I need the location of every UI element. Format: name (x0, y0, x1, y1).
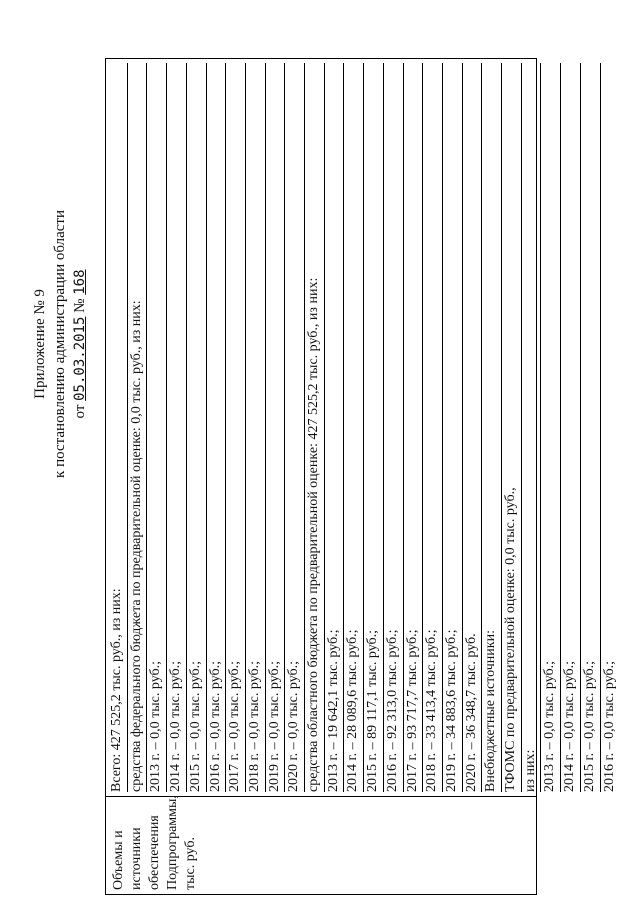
appendix-number: 168 (72, 269, 88, 295)
number-prefix: № (72, 298, 88, 313)
left-header-line: источники (129, 827, 144, 890)
left-header-line: обеспечения (147, 815, 162, 890)
funding-row: 2016 г. – 0,0 тыс. руб.; (207, 63, 227, 792)
left-header-line: Объемы и (111, 830, 126, 890)
funding-row: 2013 г. – 0,0 тыс. руб.; (541, 63, 561, 792)
funding-row: 2017 г. – 0,0 тыс. руб.; (226, 63, 246, 792)
funding-row: 2017 г. – 93 717,7 тыс. руб.; (404, 63, 424, 792)
left-header-line: Подпрограммы, (165, 795, 180, 890)
funding-row: 2013 г. – 19 642,1 тыс. руб.; (325, 63, 345, 792)
funding-table (105, 58, 617, 895)
appendix-date: 05.03.2015 (72, 316, 88, 401)
appendix-title: Приложение № 9 (32, 289, 48, 399)
funding-row: 2020 г. – 0,0 тыс. руб.; (285, 63, 305, 792)
funding-row: 2015 г. – 0,0 тыс. руб.; (187, 63, 207, 792)
funding-row: из них: (522, 63, 542, 792)
funding-details-cell (106, 59, 617, 796)
funding-row: Всего: 427 525,2 тыс. руб., из них: (108, 63, 128, 792)
funding-row: 2019 г. – 34 883,6 тыс. руб.; (443, 63, 463, 792)
funding-row: 2019 г. – 0,0 тыс. руб.; (266, 63, 286, 792)
funding-row: средства областного бюджета по предварительной оценке: 427 525,2 тыс. руб., из них: (305, 63, 325, 792)
funding-row: 2015 г. – 89 117,1 тыс. руб.; (364, 63, 384, 792)
funding-row: 2014 г. – 0,0 тыс. руб.; (561, 63, 581, 792)
funding-row: средства федерального бюджета по предварительной оценке: 0,0 тыс. руб., из них: (128, 63, 148, 792)
funding-row: 2016 г. – 92 313,0 тыс. руб.; (384, 63, 404, 792)
funding-row: 2018 г. – 33 413,4 тыс. руб.; (423, 63, 443, 792)
funding-row: 2013 г. – 0,0 тыс. руб.; (147, 63, 167, 792)
left-header-line: тыс. руб. (183, 837, 198, 890)
funding-row: 2014 г. – 28 089,6 тыс. руб.; (344, 63, 364, 792)
appendix-date-line (70, 210, 90, 478)
appendix-subtitle: к постановлению администрации области (52, 210, 68, 478)
date-prefix: от (72, 404, 88, 419)
funding-row: ТФОМС по предварительной оценке: 0,0 тыс. руб., (502, 63, 522, 792)
funding-row: 2020 г. – 36 348,7 тыс. руб. (463, 63, 483, 792)
funding-row: 2018 г. – 0,0 тыс. руб.; (246, 63, 266, 792)
funding-row: 2014 г. – 0,0 тыс. руб.; (167, 63, 187, 792)
appendix-header (30, 210, 90, 478)
funding-row: 2016 г. – 0,0 тыс. руб.; (601, 660, 617, 792)
funding-row: Внебюджетные источники: (482, 63, 502, 792)
left-header-cell (106, 796, 536, 894)
funding-row: 2015 г. – 0,0 тыс. руб.; (581, 63, 601, 792)
